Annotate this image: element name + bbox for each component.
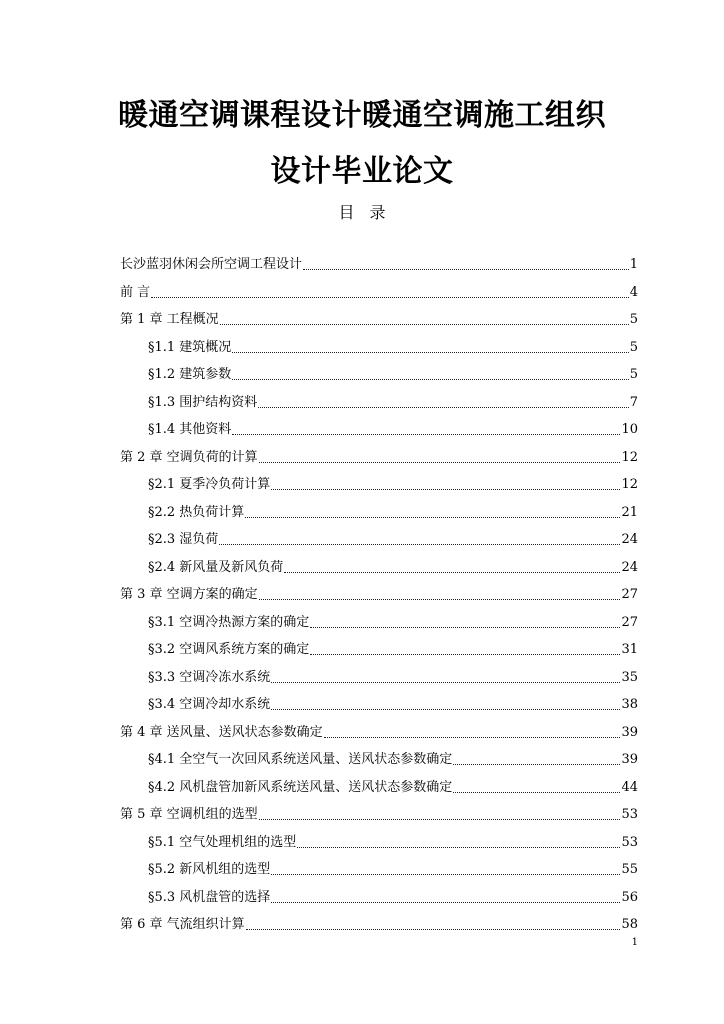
toc-entry-page: 4	[629, 284, 638, 300]
toc-entry-page: 38	[621, 697, 638, 712]
toc-entry-page: 53	[621, 807, 638, 822]
toc-dot-leader	[453, 792, 620, 793]
toc-dot-leader	[297, 847, 620, 848]
page-number: 1	[631, 937, 638, 948]
toc-entry-label: 长沙蓝羽休闲会所空调工程设计	[120, 257, 303, 272]
toc-entry[interactable]	[148, 501, 638, 521]
toc-dot-leader	[271, 902, 620, 903]
toc-dot-leader	[271, 874, 620, 875]
toc-dot-leader	[303, 269, 629, 270]
toc-dot-leader	[271, 489, 620, 490]
toc-entry[interactable]	[148, 556, 638, 576]
toc-entry[interactable]	[148, 748, 638, 768]
toc-heading: 目 录	[338, 203, 386, 222]
toc-dot-leader	[324, 737, 621, 738]
toc-entry-page: 39	[621, 724, 638, 740]
toc-entry-label: §3.3 空调冷冻水系统	[148, 669, 271, 685]
toc-entry-label: §3.2 空调风系统方案的确定	[148, 642, 310, 657]
toc-entry[interactable]	[148, 473, 638, 493]
toc-dot-leader	[245, 517, 620, 518]
toc-entry-page: 24	[621, 559, 638, 575]
toc-entry-page: 31	[621, 642, 638, 657]
toc-entry[interactable]	[148, 391, 638, 411]
toc-entry-label: §4.2 风机盘管加新风系统送风量、送风状态参数确定	[148, 779, 453, 795]
toc-dot-leader	[310, 627, 620, 628]
toc-entry[interactable]	[148, 363, 638, 383]
toc-entry-page: 53	[621, 834, 638, 850]
toc-entry-page: 44	[621, 779, 638, 795]
toc-entry-page: 5	[629, 339, 638, 355]
toc-entry-label: §2.2 热负荷计算	[148, 504, 245, 520]
toc-entry-page: 12	[621, 477, 638, 492]
toc-entry[interactable]	[120, 446, 638, 466]
toc-entry-page: 58	[621, 917, 638, 932]
toc-dot-leader	[232, 379, 628, 380]
toc-entry-label: 第 1 章 工程概况	[120, 312, 219, 327]
toc-entry[interactable]	[148, 886, 638, 906]
toc-entry-page: 12	[621, 449, 638, 465]
toc-entry-label: §1.4 其他资料	[148, 422, 232, 437]
toc-dot-leader	[284, 572, 620, 573]
toc-entry-page: 39	[621, 752, 638, 767]
toc-entry-label: §2.3 湿负荷	[148, 532, 219, 547]
toc-entry-label: 第 4 章 送风量、送风状态参数确定	[120, 724, 323, 740]
toc-entry-label: 第 6 章 气流组织计算	[120, 917, 245, 932]
toc-dot-leader	[271, 709, 620, 710]
toc-dot-leader	[310, 654, 620, 655]
toc-dot-leader	[258, 407, 628, 408]
toc-entry[interactable]	[148, 418, 638, 438]
toc-dot-leader	[219, 544, 620, 545]
toc-entry[interactable]	[148, 858, 638, 878]
toc-dot-leader	[232, 434, 620, 435]
toc-entry[interactable]	[148, 336, 638, 356]
toc-entry-label: §4.1 全空气一次回风系统送风量、送风状态参数确定	[148, 752, 453, 767]
toc-entry-label: §2.4 新风量及新风负荷	[148, 559, 284, 575]
document-title-line-2: 设计毕业论文	[270, 154, 454, 189]
toc-entry[interactable]	[148, 776, 638, 796]
toc-dot-leader	[151, 297, 629, 298]
toc-dot-leader	[259, 462, 621, 463]
toc-dot-leader	[220, 324, 629, 325]
toc-entry[interactable]	[148, 666, 638, 686]
toc-entry-page: 35	[621, 669, 638, 685]
toc-entry[interactable]	[148, 693, 638, 713]
toc-entry-label: §1.1 建筑概况	[148, 339, 232, 355]
toc-dot-leader	[271, 682, 620, 683]
toc-entry[interactable]	[120, 253, 638, 273]
toc-entry-label: 第 2 章 空调负荷的计算	[120, 449, 258, 465]
toc-dot-leader	[259, 599, 621, 600]
toc-dot-leader	[232, 352, 628, 353]
toc-entry[interactable]	[120, 583, 638, 603]
toc-dot-leader	[453, 764, 620, 765]
toc-entry-page: 55	[621, 862, 638, 877]
toc-entry-page: 10	[621, 422, 638, 437]
toc-entry[interactable]	[148, 638, 638, 658]
toc-entry-label: §3.1 空调冷热源方案的确定	[148, 614, 310, 630]
toc-dot-leader	[246, 929, 621, 930]
toc-entry[interactable]	[120, 721, 638, 741]
toc-entry-page: 21	[621, 504, 638, 520]
toc-dot-leader	[259, 819, 621, 820]
toc-entry[interactable]	[120, 913, 638, 933]
toc-entry-label: §1.2 建筑参数	[148, 367, 232, 382]
toc-entry-label: §5.3 风机盘管的选择	[148, 889, 271, 905]
toc-entry-label: §1.3 围护结构资料	[148, 394, 258, 410]
toc-entry-label: 前 言	[120, 284, 151, 300]
toc-entry-page: 27	[621, 587, 638, 602]
toc-entry-label: §2.1 夏季冷负荷计算	[148, 477, 271, 492]
toc-entry-page: 7	[629, 394, 638, 410]
toc-entry-page: 5	[629, 312, 638, 327]
toc-entry[interactable]	[120, 308, 638, 328]
toc-entry-label: §5.2 新风机组的选型	[148, 862, 271, 877]
toc-entry[interactable]	[148, 611, 638, 631]
toc-entry-label: 第 3 章 空调方案的确定	[120, 587, 258, 602]
document-title-line-1: 暖通空调课程设计暖通空调施工组织	[118, 98, 606, 133]
toc-entry-label: §5.1 空气处理机组的选型	[148, 834, 297, 850]
toc-entry-page: 24	[621, 532, 638, 547]
toc-entry-page: 5	[629, 367, 638, 382]
toc-entry-page: 56	[621, 889, 638, 905]
toc-entry[interactable]	[120, 803, 638, 823]
toc-entry[interactable]	[148, 831, 638, 851]
toc-entry-page: 27	[621, 614, 638, 630]
toc-entry-label: 第 5 章 空调机组的选型	[120, 807, 258, 822]
toc-entry[interactable]	[148, 528, 638, 548]
toc-entry-label: §3.4 空调冷却水系统	[148, 697, 271, 712]
toc-entry[interactable]	[120, 281, 638, 301]
toc-entry-page: 1	[629, 257, 638, 272]
